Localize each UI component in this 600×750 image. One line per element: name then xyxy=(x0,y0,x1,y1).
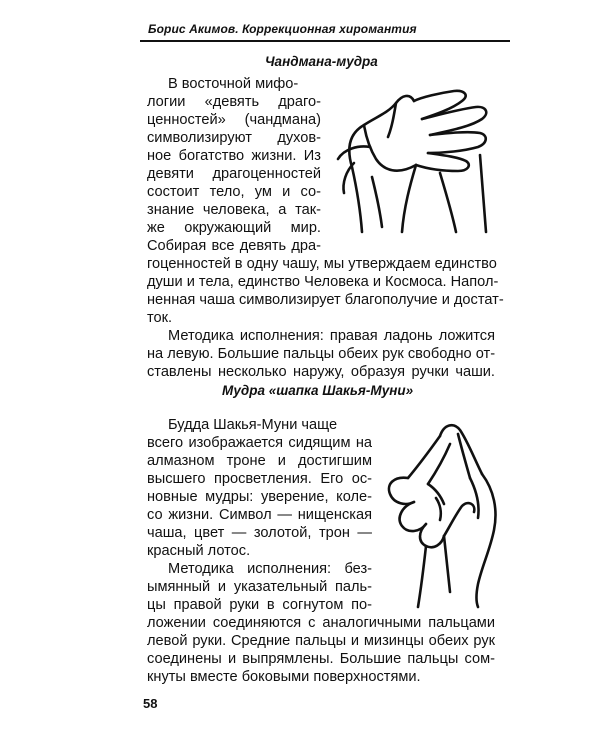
text-line: со жизни. Символ — нищенская xyxy=(147,507,372,523)
text-line: девяти драгоценностей xyxy=(147,166,321,182)
text-line: ток. xyxy=(147,310,173,326)
page-number: 58 xyxy=(143,696,158,711)
running-header: Борис Акимов. Коррекционная хиромантия xyxy=(148,22,417,36)
text-line: ное богатство жизни. Из xyxy=(147,148,321,164)
text-line: ненная чаша символизирует благополучие и достат- xyxy=(147,292,504,308)
text-line: высшего просветления. Его ос- xyxy=(147,471,372,487)
text-line: же окружающий мир. xyxy=(147,220,321,236)
text-line: знание человека, а так- xyxy=(147,202,321,218)
text-line: символизируют духов- xyxy=(147,130,321,146)
text-line: всего изображается сидящим на xyxy=(147,435,372,451)
text-line: Методика исполнения: без- xyxy=(168,561,372,577)
text-line: новные мудры: уверение, коле- xyxy=(147,489,372,505)
text-line: гоценностей в одну чашу, мы утверждаем единство xyxy=(147,256,497,272)
joined-hands-icon xyxy=(378,414,508,609)
text-line: ставлены несколько наружу, образуя ручки чаши. xyxy=(147,364,495,380)
text-line: логии «девять драго- xyxy=(147,94,321,110)
text-line: левой руки. Средние пальцы и мизинцы обеих рук xyxy=(147,633,495,649)
text-line: ымянный и указательный паль- xyxy=(147,579,372,595)
section-title-chandmana: Чандмана-мудра xyxy=(265,54,378,69)
text-line: ложении соединяются с аналогичными пальцами xyxy=(147,615,495,631)
text-line: соединены и выпрямлены. Большие пальцы сом- xyxy=(147,651,495,667)
text-line: алмазном троне и достигшим xyxy=(147,453,372,469)
text-line: души и тела, единство Человека и Космоса. Напол- xyxy=(147,274,499,290)
header-rule xyxy=(140,40,510,42)
cupped-hands-icon xyxy=(330,75,500,240)
text-line: Будда Шакья-Муни чаще xyxy=(168,417,338,433)
text-line: Методика исполнения: правая ладонь ложится xyxy=(168,328,495,344)
text-line: ценностей» (чандмана) xyxy=(147,112,321,128)
text-line: на левую. Большие пальцы обеих рук свободно от- xyxy=(147,346,496,362)
text-line: Собирая все девять дра- xyxy=(147,238,321,254)
text-line: чаша, цвет — золотой, трон — xyxy=(147,525,372,541)
section-title-shakya-muni: Мудра «шапка Шакья-Муни» xyxy=(222,383,414,398)
text-line: цы правой руки в согнутом по- xyxy=(147,597,372,613)
text-line: состоит тело, ум и со- xyxy=(147,184,321,200)
text-line: В восточной мифо- xyxy=(168,76,299,92)
text-line: красный лотос. xyxy=(147,543,251,559)
text-line: кнуты вместе боковыми поверхностями. xyxy=(147,669,421,685)
